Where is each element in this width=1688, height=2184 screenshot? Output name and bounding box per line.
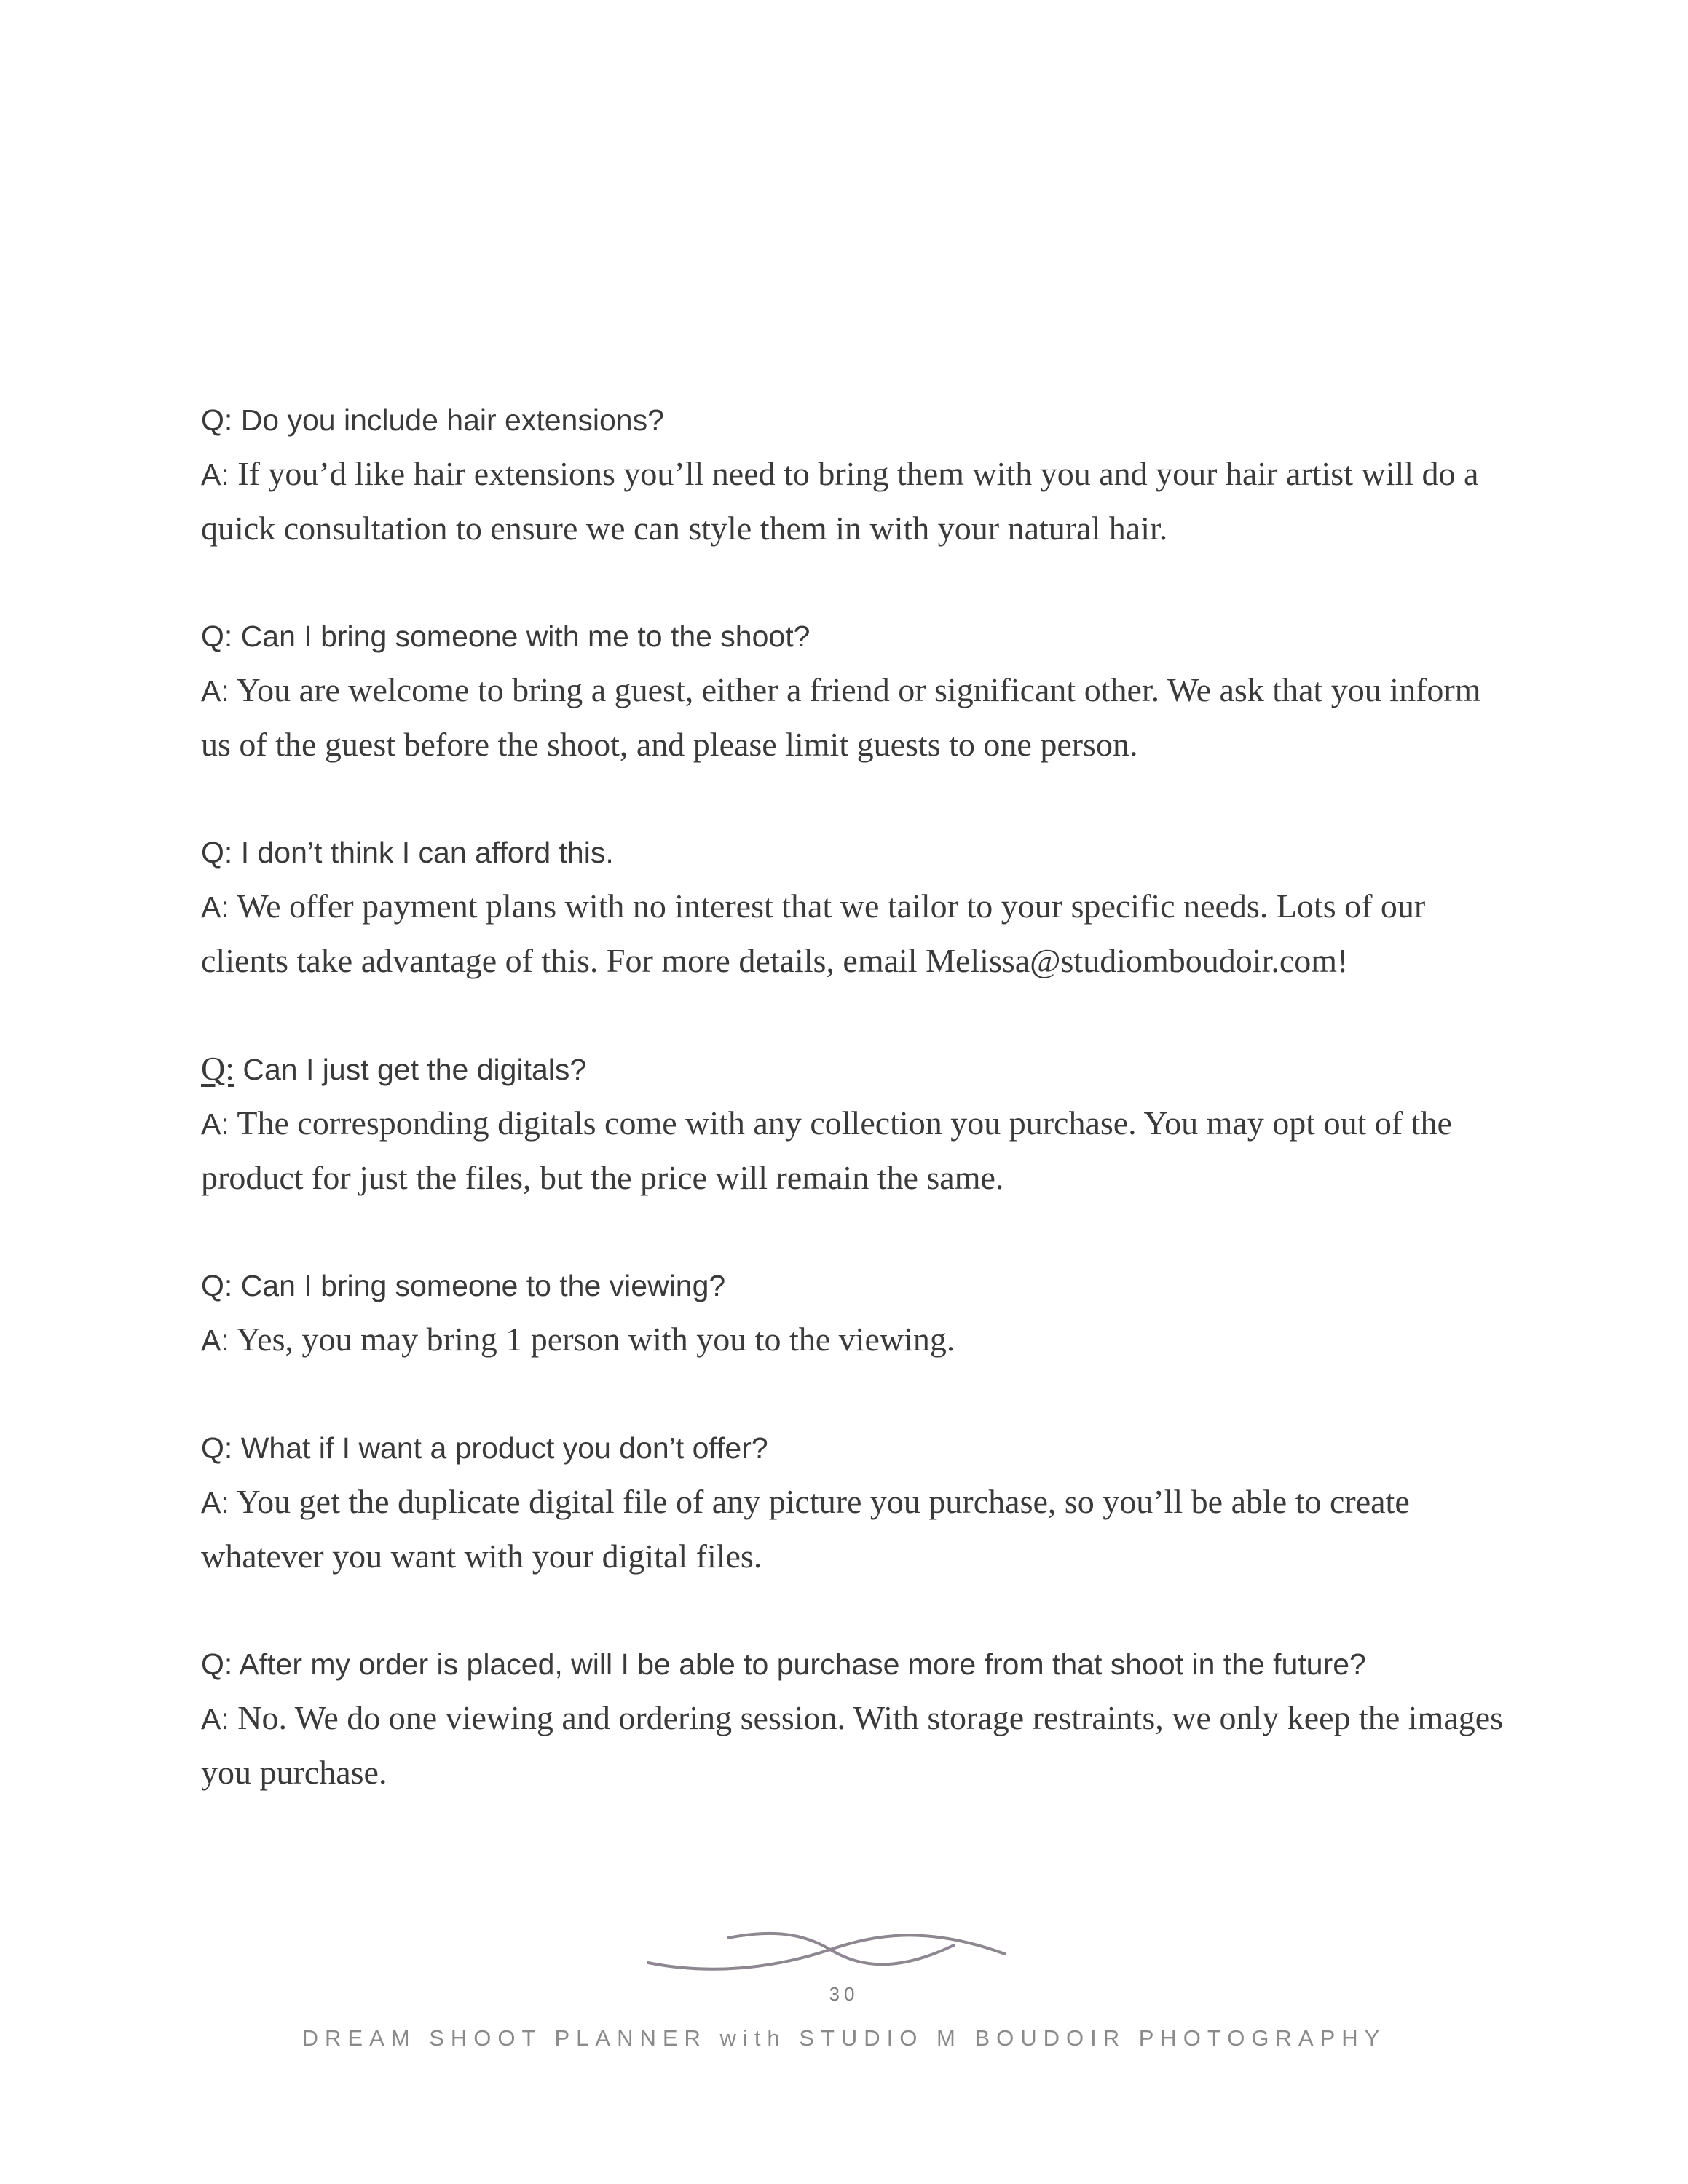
faq-item xyxy=(201,1637,1504,1800)
footer-text: DREAM SHOOT PLANNER with STUDIO M BOUDOIR PHOTOGRAPHY xyxy=(301,2025,1387,2051)
answer-prefix: A: xyxy=(201,890,229,924)
answer-prefix: A: xyxy=(201,1324,229,1357)
faq-question xyxy=(201,393,1504,447)
faq-answer xyxy=(201,1096,1504,1205)
question-text: Can I bring someone with me to the shoot? xyxy=(232,620,811,653)
answer-text: If you’d like hair extensions you’ll need to bring them with you and your hair artist will do a quick consultation to ensure we can style them in with your natural hair. xyxy=(201,455,1479,547)
faq-list xyxy=(201,393,1504,1853)
question-text: Can I bring someone to the viewing? xyxy=(232,1269,726,1302)
faq-question xyxy=(201,609,1504,663)
question-prefix: Q: xyxy=(201,1647,233,1681)
question-text: Do you include hair extensions? xyxy=(232,403,664,437)
faq-answer xyxy=(201,1691,1504,1800)
question-prefix: Q: xyxy=(201,836,233,869)
answer-text: You get the duplicate digital file of any picture you purchase, so you’ll be able to create whatever you want with your digital files. xyxy=(201,1483,1410,1575)
faq-question xyxy=(201,1637,1504,1691)
faq-answer xyxy=(201,447,1504,555)
faq-item xyxy=(201,826,1504,988)
faq-item xyxy=(201,393,1504,555)
faq-question xyxy=(201,826,1504,879)
faq-answer xyxy=(201,1475,1504,1583)
faq-item xyxy=(201,1421,1504,1583)
answer-text: No. We do one viewing and ordering session. With storage restraints, we only keep the images you purchase. xyxy=(201,1699,1504,1791)
answer-prefix: A: xyxy=(201,1107,229,1141)
question-prefix: Q: xyxy=(201,1050,234,1087)
flourish-ornament-icon xyxy=(641,1922,1019,1980)
faq-answer xyxy=(201,879,1504,988)
question-prefix: Q: xyxy=(201,1431,233,1465)
answer-prefix: A: xyxy=(201,1702,229,1736)
faq-question xyxy=(201,1042,1504,1096)
question-text: After my order is placed, will I be able to purchase more from that shoot in the future? xyxy=(232,1647,1366,1681)
answer-text: The corresponding digitals come with any collection you purchase. You may opt out of the product for just the files, but the price will remain the same. xyxy=(201,1104,1452,1196)
question-text: What if I want a product you don’t offer? xyxy=(232,1431,768,1465)
question-prefix: Q: xyxy=(201,1269,233,1302)
faq-item xyxy=(201,1259,1504,1367)
answer-text: Yes, you may bring 1 person with you to the viewing. xyxy=(229,1321,955,1358)
question-text: Can I just get the digitals? xyxy=(234,1053,587,1086)
faq-answer xyxy=(201,1313,1504,1367)
answer-prefix: A: xyxy=(201,458,229,491)
answer-text: You are welcome to bring a guest, either a friend or significant other. We ask that you inform us of the guest before the shoot, and please limit guests to one person. xyxy=(201,671,1481,763)
faq-item xyxy=(201,609,1504,772)
question-text: I don’t think I can afford this. xyxy=(232,836,614,869)
faq-item xyxy=(201,1042,1504,1205)
page-number: 30 xyxy=(829,1983,859,2005)
question-prefix: Q: xyxy=(201,403,233,437)
answer-prefix: A: xyxy=(201,674,229,708)
answer-text: We offer payment plans with no interest that we tailor to your specific needs. Lots of our clients take advantage of this. For more details, email Melissa@studiomboudoir.com! xyxy=(201,887,1426,979)
faq-question xyxy=(201,1421,1504,1475)
faq-answer xyxy=(201,663,1504,772)
answer-prefix: A: xyxy=(201,1486,229,1519)
question-prefix: Q: xyxy=(201,620,233,653)
faq-question xyxy=(201,1259,1504,1313)
